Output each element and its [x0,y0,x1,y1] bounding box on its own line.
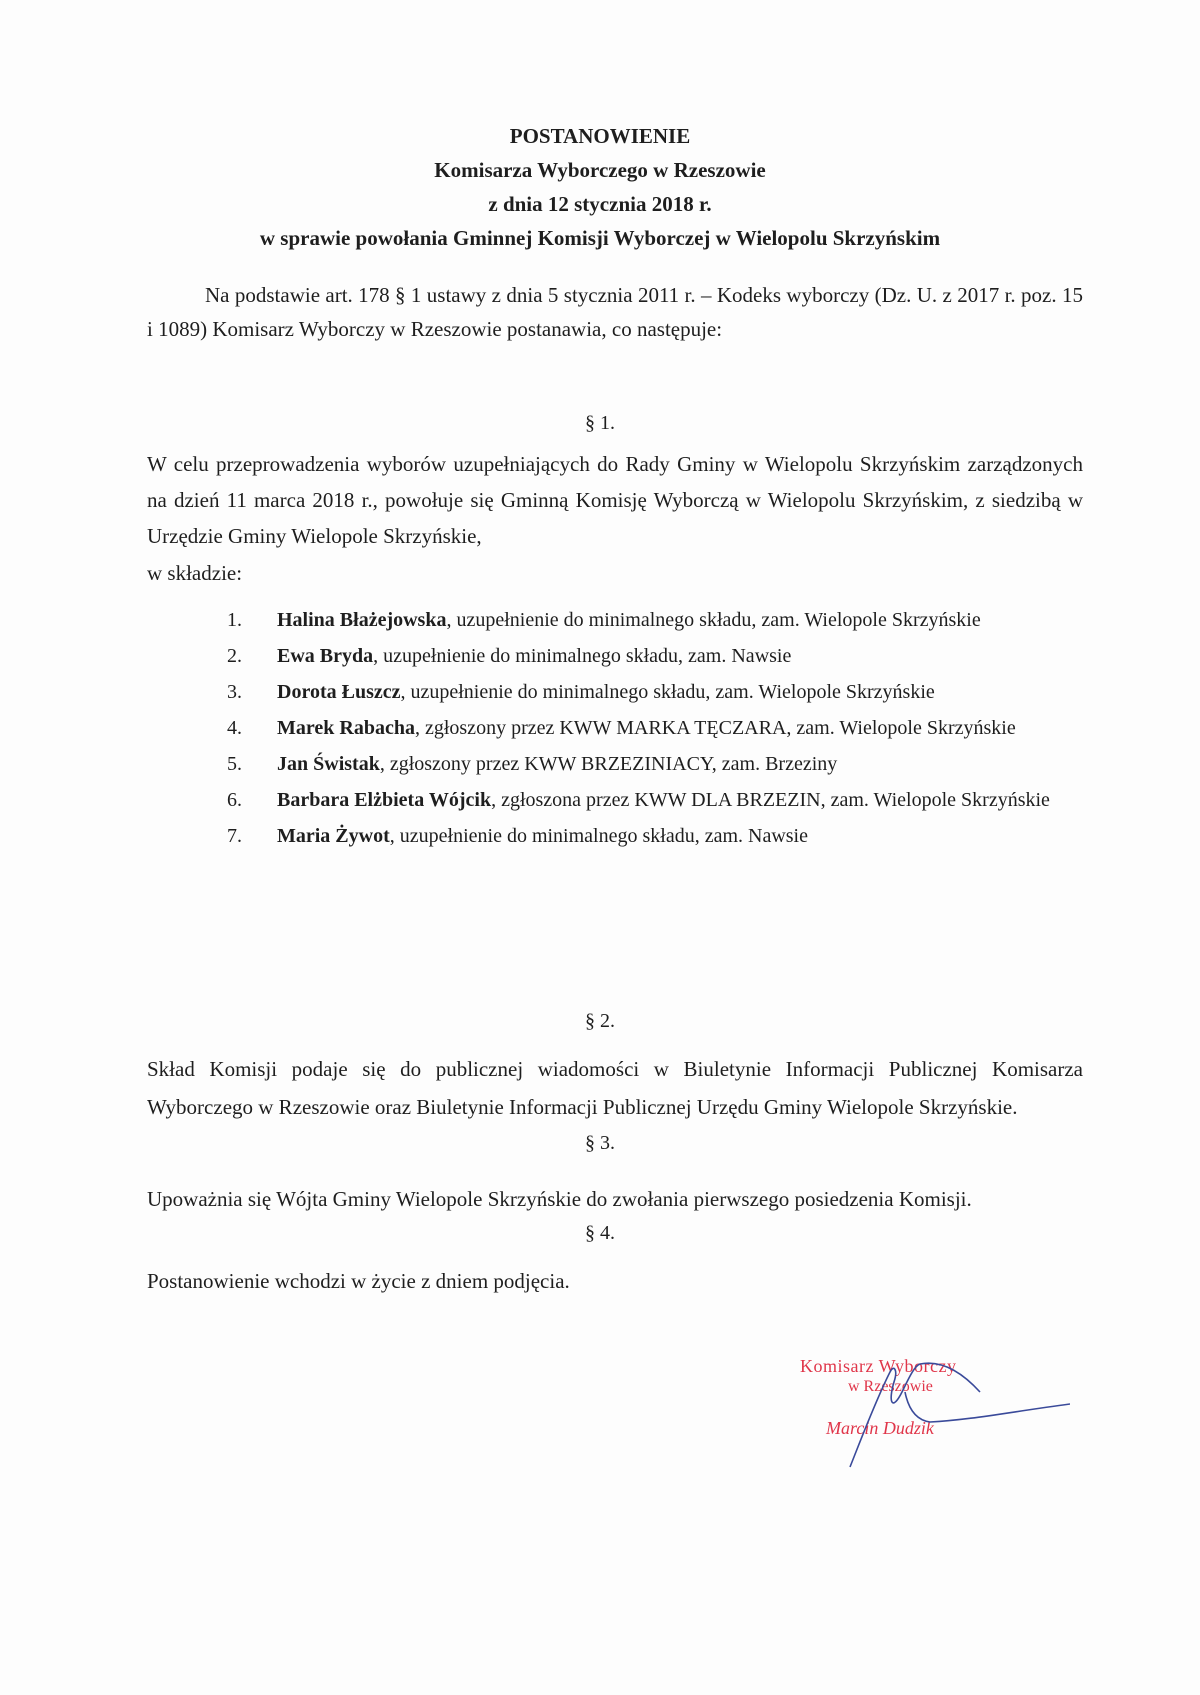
member-name: Marek Rabacha [277,717,415,739]
document-title: POSTANOWIENIE [509,124,691,148]
section-2-mark: § 2. [585,1010,615,1032]
list-item [227,674,1083,710]
stamp-line-title: Komisarz Wyborczy [800,1356,957,1376]
member-number: 5. [227,753,242,775]
member-details: , uzupełnienie do minimalnego składu, zam. Wielopole Skrzyńskie [400,681,935,703]
member-name: Maria Żywot [277,825,390,847]
section-3-mark: § 3. [585,1132,615,1154]
section-1-mark: § 1. [585,412,615,434]
section-3-text: Upoważnia się Wójta Gminy Wielopole Skrzyńskie do zwołania pierwszego posiedzenia Komisji. [147,1187,972,1211]
member-number: 4. [227,717,242,739]
list-item [227,638,1083,674]
member-details: , zgłoszony przez KWW MARKA TĘCZARA, zam. Wielopole Skrzyńskie [414,717,1016,739]
document-subject: w sprawie powołania Gminnej Komisji Wyborczej w Wielopolu Skrzyńskim [259,226,941,250]
member-number: 7. [227,825,242,847]
member-details: , uzupełnienie do minimalnego składu, zam. Wielopole Skrzyńskie [446,609,981,631]
signature-icon [790,1352,1070,1472]
member-details: , uzupełnienie do minimalnego składu, zam. Nawsie [373,645,792,667]
member-details: , zgłoszony przez KWW BRZEZINIACY, zam. Brzeziny [379,753,838,775]
section-1-text: W celu przeprowadzenia wyborów uzupełniających do Rady Gminy w Wielopolu Skrzyńskim zarządzonych na dzień 11 marca 2018 r., powołuje się Gminną Komisję Wyborczą w Wielopolu Skrzyńskim, z siedzibą w Urzędzie Gminy Wielopole Skrzyńskie, [147,452,1083,548]
member-details: , zgłoszona przez KWW DLA BRZEZIN, zam. Wielopole Skrzyńskie [491,789,1050,811]
member-number: 6. [227,789,242,811]
member-name: Jan Świstak [277,753,380,775]
composition-label: w składzie: [147,561,243,585]
list-item [227,782,1083,818]
stamp-line-location: w Rzeszowie [848,1378,933,1395]
member-details: , uzupełnienie do minimalnego składu, zam. Nawsie [389,825,808,847]
list-item [227,818,1083,854]
list-item [227,602,1083,638]
member-number: 2. [227,645,242,667]
list-item [227,710,1083,746]
member-number: 3. [227,681,242,703]
members-list [227,602,1083,854]
list-item [227,746,1083,782]
section-4-mark: § 4. [585,1222,615,1244]
intro-paragraph: Na podstawie art. 178 § 1 ustawy z dnia 5 stycznia 2011 r. – Kodeks wyborczy (Dz. U. z 2017 r. poz. 15 i 1089) Komisarz Wyborczy w Rzeszowie postanawia, co następuje: [147,283,1083,341]
document-issuer: Komisarza Wyborczego w Rzeszowie [434,158,766,182]
section-2-text: Skład Komisji podaje się do publicznej wiadomości w Biuletynie Informacji Publicznej Komisarza Wyborczego w Rzeszowie oraz Biuletynie Informacji Publicznej Urzędu Gminy Wielopole Skrzyńskie. [147,1057,1083,1119]
stamp-line-name: Marcin Dudzik [826,1418,934,1438]
document-date: z dnia 12 stycznia 2018 r. [488,192,712,216]
member-name: Dorota Łuszcz [277,681,401,703]
member-name: Barbara Elżbieta Wójcik [277,789,492,811]
official-stamp [790,1352,1070,1462]
member-name: Halina Błażejowska [277,609,447,631]
member-number: 1. [227,609,242,631]
section-4-text: Postanowienie wchodzi w życie z dniem podjęcia. [147,1269,570,1293]
member-name: Ewa Bryda [277,645,374,667]
